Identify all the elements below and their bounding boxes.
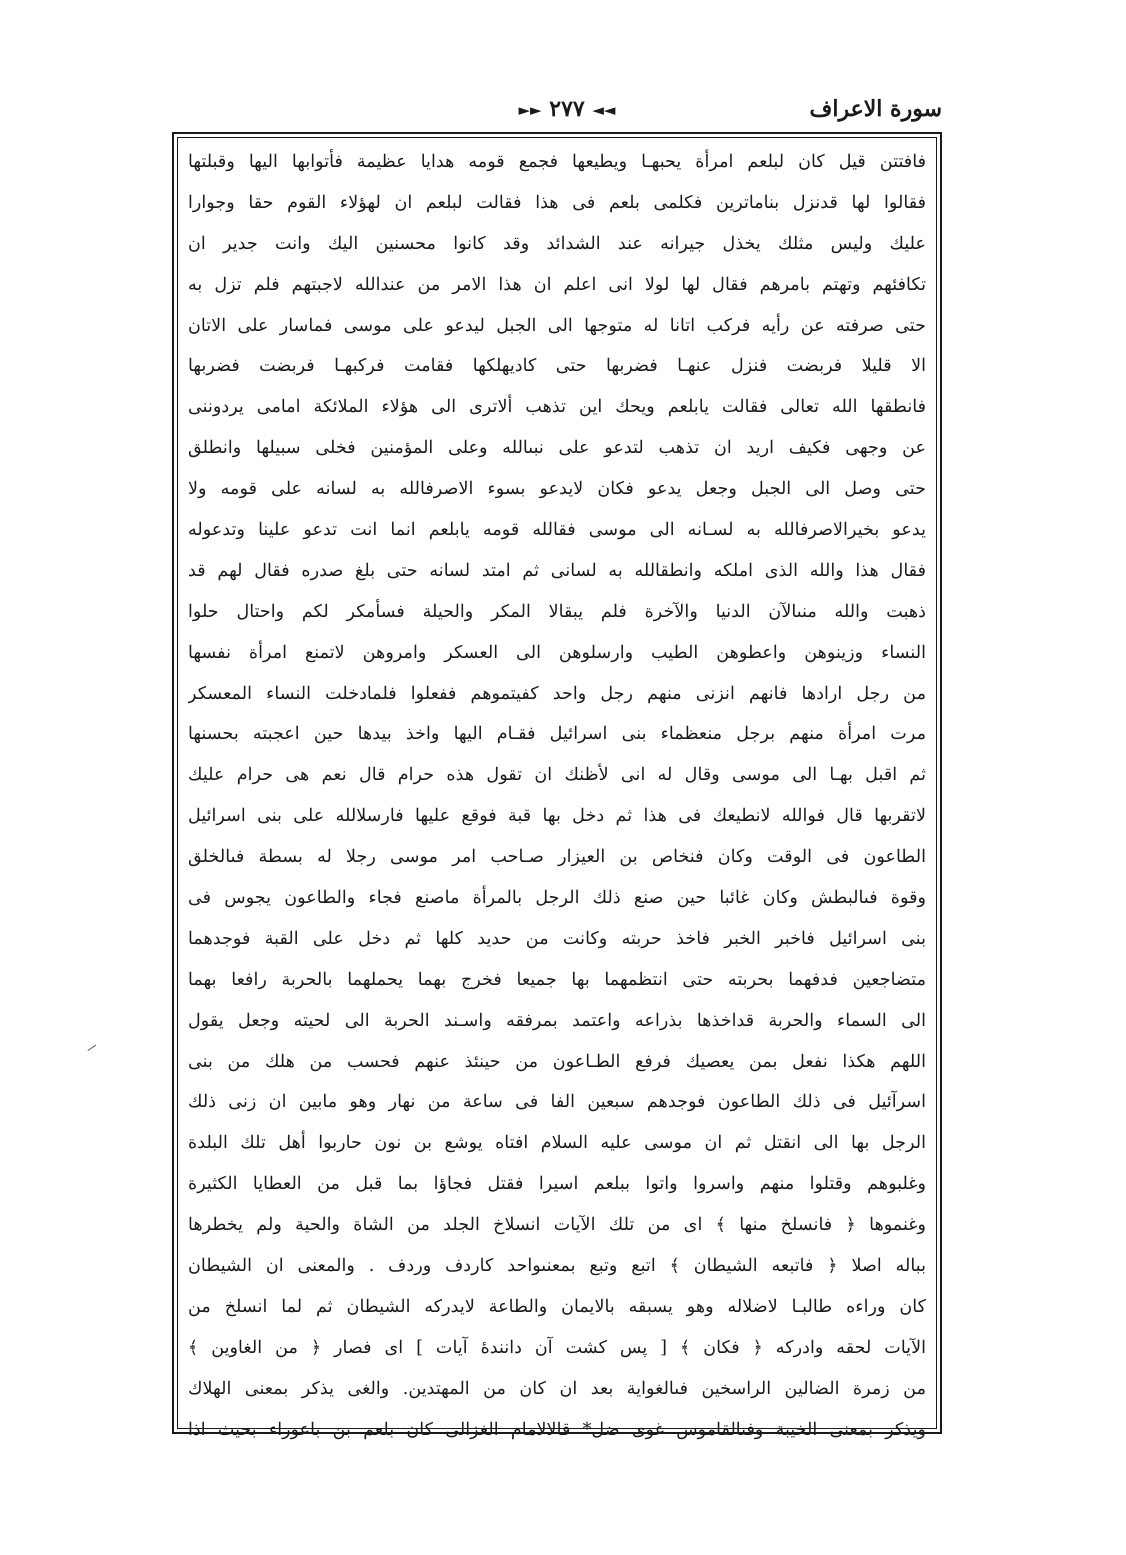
text-line: كان وراءه طالبـا لاضلاله وهو يسبقه بالايمان والطاعة لايدركه الشيطان ثم لما انسلخ من [188, 1296, 926, 1317]
text-line: وغنموها ﴿ فانسلخ منها ﴾ اى من تلك الآيات انسلاخ الجلد من الشاة والحية ولم يخطرها [188, 1215, 926, 1236]
text-line: الآيات لحقه وادركه ﴿ فكان ﴾ [ پس كشت آن دانندهٔ آيات ] اى فصار ﴿ من الغاوين ﴾ [188, 1337, 926, 1358]
ornament-left-icon: ◄◄ [592, 101, 616, 119]
text-line: متضاجعين فدفهما بحربته حتى انتظمهما بها جميعا فخرج بهما يحملهما بالحربة رافعا بهما [188, 969, 926, 990]
surah-title: سورة الاعراف [809, 96, 942, 122]
text-line: يدعو بخيرالاصرفالله به لسـانه الى موسى فقالله قومه يابلعم انما انت تدعو علينا وتدعوله [188, 520, 926, 541]
text-line: الا قليلا فربضت فنزل عنهـا فضربها حتى كاديهلكها فقامت فركبهـا فربضت فضربها [188, 356, 926, 377]
page-number: ٢٧٧ [549, 96, 585, 122]
text-line: الرجل بها الى انقتل ثم ان موسى عليه السلام افتاه يوشع بن نون حاربوا أهل تلك البلدة [188, 1133, 926, 1154]
text-line: ثم اقبل بهـا الى موسى وقال له انى لأظنك ان تقول هذه حرام قال نعم هى حرام عليك [188, 765, 926, 786]
text-frame [172, 132, 942, 1440]
text-line: من رجل ارادها فانهم انزنى منهم رجل واحد كفيتموهم ففعلوا فلمادخلت النساء المعسكر [188, 683, 926, 704]
text-body [188, 142, 926, 1440]
text-line: ويذكر بمعنى الخيبة وفىالقاموس غوى ضل* قالالامام الغزالى كان بلعم بن باعوراء بحيث اذا [188, 1419, 926, 1440]
text-line: اسرآئيل فى ذلك الطاعون فوجدهم سبعين الفا فى ساعة من نهار وهو مابين ان زنى ذلك [188, 1092, 926, 1113]
text-line: ذهبت والله منىالآن الدنيا والآخرة فلم يبقالا المكر والحيلة فسأمكر لكم واحتال حلوا [188, 601, 926, 622]
text-line: فافتتن قيل كان لبلعم امرأة يحبهـا ويطيعها فجمع قومه هدايا عظيمة فأتوابها اليها وقبلتها [188, 152, 926, 172]
text-line: بباله اصلا ﴿ فاتبعه الشيطان ﴾ اتبع وتبع بمعنىواحد كاردف وردف . والمعنى ان الشيطان [188, 1256, 926, 1277]
text-line: بنى اسرائيل فاخبر الخبر فاخذ حربته وكانت من حديد كلها ثم دخل على القبة فوجدهما [188, 928, 926, 949]
text-line: تكافئهم وتهتم بامرهم فقال لها لولا انى اعلم ان هذا الامر من عندالله لاجبتهم فلم تزل به [188, 274, 926, 295]
text-line: الى السماء والحربة قداخذها بذراعه واعتمد بمرفقه واسـند الحربة الى لحيته وجعل يقول [188, 1010, 926, 1031]
scan-speck [87, 1045, 98, 1055]
text-line: من زمرة الضالين الراسخين فىالغواية بعد ان كان من المهتدين. والغى يذكر بمعنى الهلاك [188, 1378, 926, 1399]
text-line: فقال هذا والله الذى املكه وانطقالله به لسانى ثم امتد لسانه حتى بلغ صدره فقال لهم قد [188, 560, 926, 581]
text-line: عليك وليس مثلك يخذل جيرانه عند الشدائد وقد كانوا محسنين اليك وانت جدير ان [188, 233, 926, 254]
page-header [172, 96, 942, 130]
text-line: حتى وصل الى الجبل وجعل يدعو فكان لايدعو بسوء الاصرفالله به لسانه على قومه ولا [188, 479, 926, 500]
text-line: الطاعون فى الوقت وكان فنخاص بن العيزار صـاحب امر موسى رجلا له بسطة فىالخلق [188, 847, 926, 868]
text-line: فانطقها الله تعالى فقالت يابلعم ويحك اين تذهب ألاترى الى هؤلاء الملائكة امامى يردوننى [188, 397, 926, 418]
text-line: وقوة فىالبطش وكان غائبا حين صنع ذلك الرجل بالمرأة ماصنع فجاء والطاعون يجوس فى [188, 888, 926, 909]
text-line: اللهم هكذا نفعل بمن يعصيك فرفع الطـاعون من حينئذ عنهم فحسب من هلك من بنى [188, 1051, 926, 1072]
text-line: النساء وزينوهن واعطوهن الطيب وارسلوهن الى العسكر وامروهن لاتمنع امرأة نفسها [188, 642, 926, 663]
text-line: لاتقربها قال فوالله لانطيعك فى هذا ثم دخل بها قبة فوقع عليها فارسلالله على بنى اسرائيل [188, 806, 926, 827]
text-line: وغلبوهم وقتلوا منهم واسروا واتوا ببلعم اسيرا فقتل فجاؤا بما قبل من العطايا الكثيرة [188, 1174, 926, 1195]
text-line: مرت امرأة منهم برجل منعظماء بنى اسرائيل فقـام اليها واخذ بيدها حين اعجبته بحسنها [188, 724, 926, 745]
text-line: حتى صرفته عن رأيه فركب اتانا له متوجها الى الجبل ليدعو على موسى فماسار على الاتان [188, 315, 926, 336]
page-number-block [502, 96, 632, 122]
text-line: عن وجهى فكيف اريد ان تذهب لتدعو على نبىالله وعلى المؤمنين فخلى سبيلها وانطلق [188, 438, 926, 459]
ornament-right-icon: ►► [518, 101, 542, 119]
text-line: فقالوا لها قدنزل بناماترين فكلمى بلعم فى هذا فقالت لبلعم ان لهؤلاء القوم حقا وجوارا [188, 192, 926, 213]
